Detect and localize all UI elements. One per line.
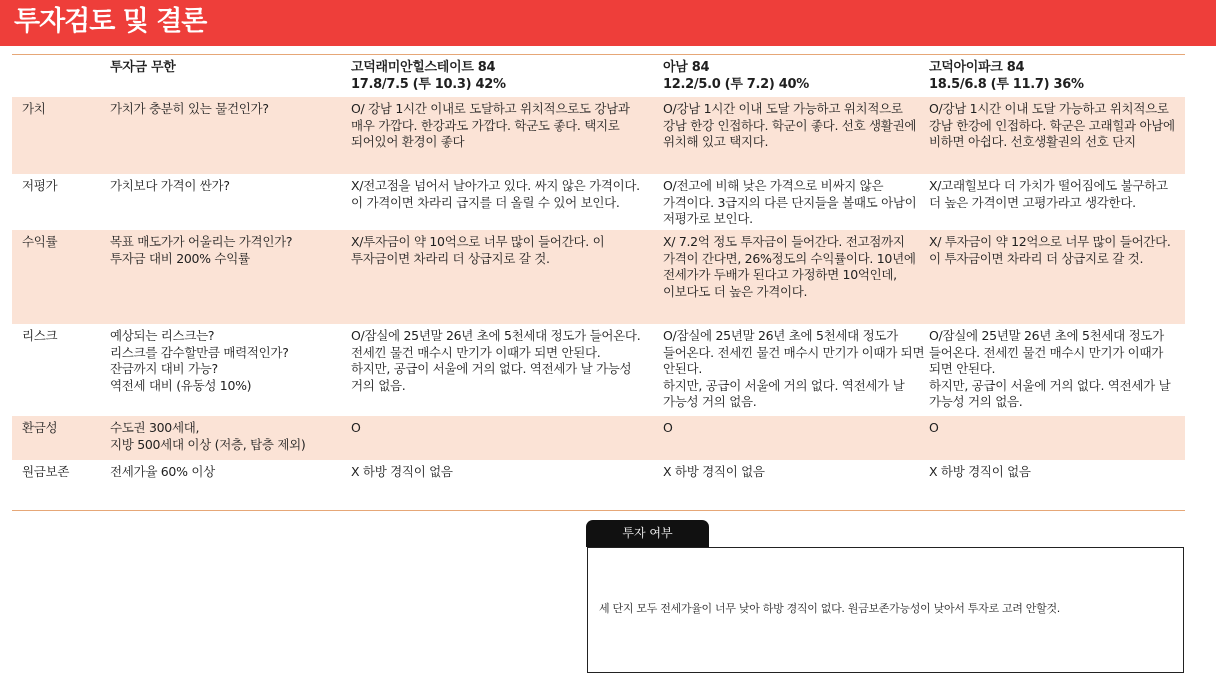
row-complex-2: O/잠실에 25년말 26년 초에 5천세대 정도가 들어온다. 전세낀 물건 매수시 만기가 이때가 되면 안된다. 하지만, 공급이 서울에 거의 없다. 역전세가 날 가능성 거의 없음. <box>663 328 925 409</box>
table-row-risk <box>12 324 1185 416</box>
table-row-liquidity <box>12 416 1185 460</box>
row-complex-1: O/ 강남 1시간 이내로 도달하고 위치적으로도 강남과 매우 가깝다. 한강과도 가깝다. 학군도 좋다. 택지로 되어있어 환경이 좋다 <box>351 101 630 149</box>
row-criterion: 수익률 <box>22 234 58 249</box>
table-row-principal <box>12 460 1185 504</box>
row-condition: 가치보다 가격이 싼가? <box>110 178 230 193</box>
row-complex-1: X/투자금이 약 10억으로 너무 많이 들어간다. 이 투자금이면 차라리 더 상급지로 갈 것. <box>351 234 605 266</box>
row-complex-2: X 하방 경직이 없음 <box>663 464 765 479</box>
row-complex-2: X/ 7.2억 정도 투자금이 들어간다. 전고점까지 가격이 간다면, 26%정도의 수익률이다. 10년에 전세가가 두배가 된다고 가정하면 10억인데, 이보다도 더 높은 가격이다. <box>663 234 916 299</box>
decision-label: 투자 여부 <box>586 520 709 547</box>
row-complex-2: O/강남 1시간 이내 도달 가능하고 위치적으로 강남 한강 인접하다. 학군이 좋다. 선호 생활권에 위치해 있고 택지다. <box>663 101 917 149</box>
row-complex-3: X/고래힐보다 더 가치가 떨어짐에도 불구하고 더 높은 가격이면 고평가라고 생각한다. <box>929 178 1168 210</box>
row-complex-1: O <box>351 420 361 435</box>
table-row-return <box>12 230 1185 324</box>
row-complex-3: O/잠실에 25년말 26년 초에 5천세대 정도가 들어온다. 전세낀 물건 매수시 만기가 이때가 되면 안된다. 하지만, 공급이 서울에 거의 없다. 역전세가 날 가능성 거의 없음. <box>929 328 1171 409</box>
table-row-value <box>12 97 1185 174</box>
row-criterion: 리스크 <box>22 328 58 343</box>
row-condition: 예상되는 리스크는? 리스크를 감수할만큼 매력적인가? 잔금까지 대비 가능? 역전세 대비 (유동성 10%) <box>110 328 289 393</box>
investment-review-table <box>12 55 1185 504</box>
row-complex-3: O/강남 1시간 이내 도달 가능하고 위치적으로 강남 한강에 인접하다. 학군은 고래힐과 아남에 비하면 아쉽다. 선호생활권의 선호 단지 <box>929 101 1175 149</box>
row-complex-1: O/잠실에 25년말 26년 초에 5천세대 정도가 들어온다. 전세낀 물건 매수시 만기가 이때가 되면 안된다. 하지만, 공급이 서울에 거의 없다. 역전세가 날 가능성 거의 없음. <box>351 328 641 393</box>
decision-text: 세 단지 모두 전세가율이 너무 낮아 하방 경직이 없다. 원금보존가능성이 낮아서 투자로 고려 안할것. <box>599 602 1060 615</box>
table-header-row <box>12 55 1185 97</box>
row-complex-1: X 하방 경직이 없음 <box>351 464 453 479</box>
row-complex-3: X/ 투자금이 약 12억으로 너무 많이 들어간다. 이 투자금이면 차라리 더 상급지로 갈 것. <box>929 234 1171 266</box>
row-condition: 전세가율 60% 이상 <box>110 464 215 479</box>
header-complex-1: 고덕래미안힐스테이트 84 17.8/7.5 (투 10.3) 42% <box>351 60 506 92</box>
decision-box <box>587 547 1184 673</box>
row-criterion: 저평가 <box>22 178 58 193</box>
row-condition: 목표 매도가가 어울리는 가격인가? 투자금 대비 200% 수익률 <box>110 234 293 266</box>
table-row-undervalued <box>12 174 1185 230</box>
row-complex-2: O/전고에 비해 낮은 가격으로 비싸지 않은 가격이다. 3급지의 다른 단지들을 볼때도 아남이 저평가로 보인다. <box>663 178 917 226</box>
row-condition: 수도권 300세대, 지방 500세대 이상 (저층, 탑층 제외) <box>110 420 306 452</box>
header-complex-2: 아남 84 12.2/5.0 (투 7.2) 40% <box>663 60 810 92</box>
header-complex-3: 고덕아이파크 84 18.5/6.8 (투 11.7) 36% <box>929 60 1084 92</box>
table-bottom-rule <box>12 510 1185 511</box>
row-complex-3: X 하방 경직이 없음 <box>929 464 1031 479</box>
row-criterion: 환금성 <box>22 420 58 435</box>
page-title: 투자검토 및 결론 <box>14 6 207 37</box>
header-condition: 투자금 무한 <box>110 60 176 75</box>
row-complex-2: O <box>663 420 673 435</box>
row-complex-3: O <box>929 420 939 435</box>
title-bar <box>0 0 1216 46</box>
row-condition: 가치가 충분히 있는 물건인가? <box>110 101 269 116</box>
row-criterion: 원금보존 <box>22 464 70 479</box>
row-criterion: 가치 <box>22 101 46 116</box>
row-complex-1: X/전고점을 넘어서 날아가고 있다. 싸지 않은 가격이다. 이 가격이면 차라리 급지를 더 올릴 수 있어 보인다. <box>351 178 640 210</box>
